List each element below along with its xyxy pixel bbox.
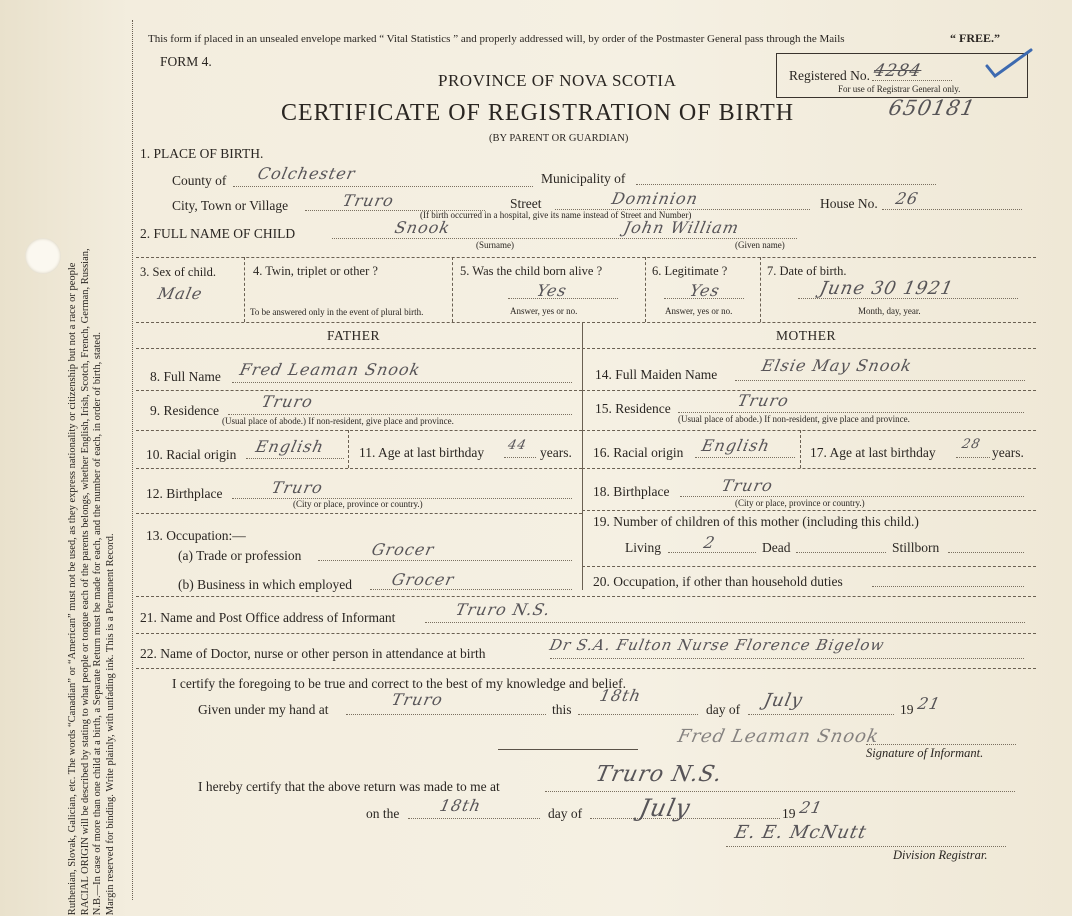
doctor-line (550, 658, 1024, 659)
mother-birthplace-label: 18. Birthplace (593, 484, 670, 499)
county-label: County of (172, 173, 227, 188)
city-value: Truro (340, 191, 396, 210)
father-residence-value: Truro (259, 392, 315, 411)
living-value: 2 (701, 533, 718, 552)
registered-label: Registered No. (789, 68, 870, 83)
surname-caption: (Surname) (476, 240, 514, 250)
given-caption: (Given name) (735, 240, 785, 250)
mother-residence-line (678, 412, 1024, 413)
street-label: Street (510, 196, 542, 211)
father-racial-label: 10. Racial origin (146, 447, 237, 462)
given-under-label: Given under my hand at (198, 702, 329, 717)
mother-occupation-label: 20. Occupation, if other than household duties (593, 574, 843, 589)
month-value: July (761, 690, 805, 711)
margin-line: Ruthenian, Slovak, Galician, etc. The words “Canadian” or “American” must not be used, as they express nationality or citizenship but not a race or people (66, 262, 78, 916)
dead-label: Dead (762, 540, 791, 555)
reg-year-value: 21 (797, 798, 825, 817)
stamp-number: 650181 (886, 96, 978, 120)
margin-instructions (67, 55, 117, 915)
house-label: House No. (820, 196, 878, 211)
child-given-name: John William (621, 218, 742, 237)
father-trade-label: (a) Trade or profession (178, 548, 302, 563)
informant-value: Truro N.S. (453, 600, 553, 619)
father-trade-line (318, 560, 572, 561)
house-line (882, 209, 1022, 210)
row3-divider (760, 257, 761, 322)
month-line (748, 714, 894, 715)
hereby-place-line (545, 791, 1015, 792)
reg-day-line (408, 818, 540, 819)
registered-number: 4284 (871, 61, 924, 81)
mother-birthplace-value: Truro (719, 476, 775, 495)
day-line (578, 714, 698, 715)
father-row-border (136, 390, 582, 391)
mother-row-border (582, 468, 1036, 469)
registrar-signature-line (726, 846, 1006, 847)
father-age-divider (348, 430, 349, 468)
father-racial-value: English (253, 437, 327, 456)
certificate-title: CERTIFICATE OF REGISTRATION OF BIRTH (281, 100, 795, 126)
living-line (668, 552, 756, 553)
child-surname: Snook (392, 218, 453, 237)
date-label: 7. Date of birth. (767, 264, 847, 278)
twin-note: To be answered only in the event of plural birth. (250, 307, 424, 317)
mother-racial-label: 16. Racial origin (593, 445, 684, 460)
hospital-note: (If birth occurred in a hospital, give its name instead of Street and Number) (420, 210, 692, 220)
row3-divider (244, 257, 245, 322)
alive-note: Answer, yes or no. (510, 306, 578, 316)
mail-notice: This form if placed in an unsealed envelope marked “ Vital Statistics ” and properly addressed will, by order of the Postmaster General pass through the Mails (148, 33, 845, 45)
alive-value: Yes (534, 281, 569, 300)
mother-name-label: 14. Full Maiden Name (595, 367, 718, 382)
registrar-note: For use of Registrar General only. (838, 84, 961, 94)
mother-residence-label: 15. Residence (595, 401, 671, 416)
father-heading: FATHER (327, 328, 381, 343)
father-row-border (136, 468, 582, 469)
row3-divider (645, 257, 646, 322)
parents-center-divider (582, 322, 583, 590)
house-value: 26 (893, 189, 921, 208)
reg-day-value: 18th (437, 796, 484, 815)
father-residence-note: (Usual place of abode.) If non-resident, give place and province. (222, 416, 454, 426)
registrar-caption: Division Registrar. (893, 848, 988, 862)
mother-age-line (956, 457, 990, 458)
stillborn-label: Stillborn (892, 540, 940, 555)
mother-row-border (582, 430, 1036, 431)
dead-line (796, 552, 886, 553)
hereby-place-value: Truro N.S. (593, 762, 725, 787)
mother-age-label: 17. Age at last birthday (810, 445, 936, 460)
mother-age-divider (800, 430, 801, 468)
binding-hole (25, 238, 61, 274)
legit-value: Yes (687, 281, 722, 300)
day-value: 18th (597, 686, 644, 705)
father-birthplace-value: Truro (269, 478, 325, 497)
registered-line (872, 80, 952, 81)
father-business-line (370, 589, 572, 590)
father-name-line (232, 382, 572, 383)
margin-border (132, 20, 133, 900)
reg-day-of-label: day of (548, 806, 583, 821)
twin-label: 4. Twin, triplet or other ? (253, 264, 378, 278)
father-age-line (504, 457, 536, 458)
mother-row-border (582, 510, 1036, 511)
margin-line: Margin reserved for binding. Write plainly, with unfading ink. This is a Permanent Record. (104, 533, 116, 916)
informant-label: 21. Name and Post Office address of Informant (140, 610, 396, 625)
cert-separator (498, 749, 638, 750)
father-business-label: (b) Business in which employed (178, 577, 352, 592)
on-the-label: on the (366, 806, 400, 821)
municipality-line (636, 184, 936, 185)
sex-label: 3. Sex of child. (140, 265, 217, 279)
reg-month-value: July (637, 794, 694, 822)
this-label: this (552, 702, 572, 717)
informant-line (425, 622, 1025, 623)
year-prefix: 19 (900, 702, 914, 717)
mother-birthplace-line (680, 496, 1024, 497)
province-name: PROVINCE OF NOVA SCOTIA (438, 71, 677, 90)
father-residence-line (228, 414, 572, 415)
certify-statement: I certify the foregoing to be true and correct to the best of my knowledge and belief. (172, 676, 626, 691)
margin-line: N.B.—In case of more than one child at a birth, a Separate Return must be made for each, and the number of each, in order of birth, stated. (92, 332, 103, 916)
legit-note: Answer, yes or no. (665, 306, 733, 316)
living-label: Living (625, 540, 661, 555)
mother-children-label: 19. Number of children of this mother (including this child.) (593, 514, 919, 529)
mother-heading: MOTHER (776, 328, 836, 343)
mother-birthplace-note: (City or place, province or country.) (735, 498, 865, 508)
doctor-label: 22. Name of Doctor, nurse or other person in attendance at birth (140, 646, 486, 661)
given-place-line (346, 714, 546, 715)
mother-name-value: Elsie May Snook (759, 356, 914, 375)
mother-years: years. (992, 445, 1024, 460)
county-value: Colchester (255, 164, 358, 183)
father-racial-line (246, 458, 344, 459)
date-value: June 30 1921 (817, 278, 956, 299)
informant-signature-caption: Signature of Informant. (866, 746, 984, 760)
mother-age-value: 28 (960, 437, 983, 452)
day-of-label: day of (706, 702, 741, 717)
father-name-label: 8. Full Name (150, 369, 221, 384)
hereby-statement: I hereby certify that the above return was made to me at (198, 779, 500, 794)
registrar-signature: E. E. McNutt (732, 822, 869, 843)
father-trade-value: Grocer (369, 540, 437, 559)
father-occupation-label: 13. Occupation:— (146, 528, 246, 543)
reg-year-prefix: 19 (782, 806, 796, 821)
margin-line: RACIAL ORIGIN will be described by stating to what people or tongue each of the parents belongs, whether English, Irish, Scotch, French, German, Russian, (79, 248, 91, 916)
father-birthplace-note: (City or place, province or country.) (293, 499, 423, 509)
mother-racial-line (695, 457, 795, 458)
city-label: City, Town or Village (172, 198, 289, 213)
mother-racial-value: English (699, 436, 773, 455)
father-years: years. (540, 445, 572, 460)
date-note: Month, day, year. (858, 306, 921, 316)
mother-row-border (582, 566, 1036, 567)
place-of-birth-label: 1. PLACE OF BIRTH. (140, 146, 264, 161)
mother-residence-value: Truro (735, 391, 791, 410)
father-age-value: 44 (506, 438, 529, 453)
row3-bottom-border (136, 322, 1036, 323)
street-value: Dominion (609, 189, 701, 208)
father-residence-label: 9. Residence (150, 403, 219, 418)
municipality-label: Municipality of (541, 171, 626, 186)
county-line (233, 186, 533, 187)
legit-label: 6. Legitimate ? (652, 264, 728, 278)
free-label: “ FREE.” (950, 31, 1001, 45)
given-place-value: Truro (389, 690, 445, 709)
mother-residence-note: (Usual place of abode.) If non-resident, give place and province. (678, 414, 910, 424)
row3-top-border (136, 257, 1036, 258)
father-birthplace-label: 12. Birthplace (146, 486, 223, 501)
row3-divider (452, 257, 453, 322)
form-number: FORM 4. (160, 54, 212, 69)
child-name-label: 2. FULL NAME OF CHILD (140, 226, 296, 241)
mother-row-border (582, 390, 1036, 391)
mother-occupation-line (872, 586, 1024, 587)
father-name-value: Fred Leaman Snook (237, 360, 423, 379)
informant-signature: Fred Leaman Snook (675, 726, 882, 747)
father-row-border (136, 513, 582, 514)
doctor-border (136, 668, 1036, 669)
check-mark-icon (985, 46, 1035, 80)
year-value: 21 (915, 694, 943, 713)
stillborn-line (948, 552, 1024, 553)
father-row-border (136, 430, 582, 431)
parents-bottom-border (136, 596, 1036, 597)
sex-value: Male (155, 284, 205, 303)
mother-name-line (735, 380, 1025, 381)
certificate-subtitle: (BY PARENT OR GUARDIAN) (489, 133, 629, 144)
parents-heading-border (136, 348, 1036, 349)
child-name-line (332, 238, 797, 239)
doctor-value: Dr S.A. Fulton Nurse Florence Bigelow (548, 636, 887, 654)
informant-signature-line (866, 744, 1016, 745)
father-business-value: Grocer (389, 570, 457, 589)
father-age-label: 11. Age at last birthday (359, 445, 485, 460)
alive-label: 5. Was the child born alive ? (460, 264, 603, 278)
informant-border (136, 633, 1036, 634)
